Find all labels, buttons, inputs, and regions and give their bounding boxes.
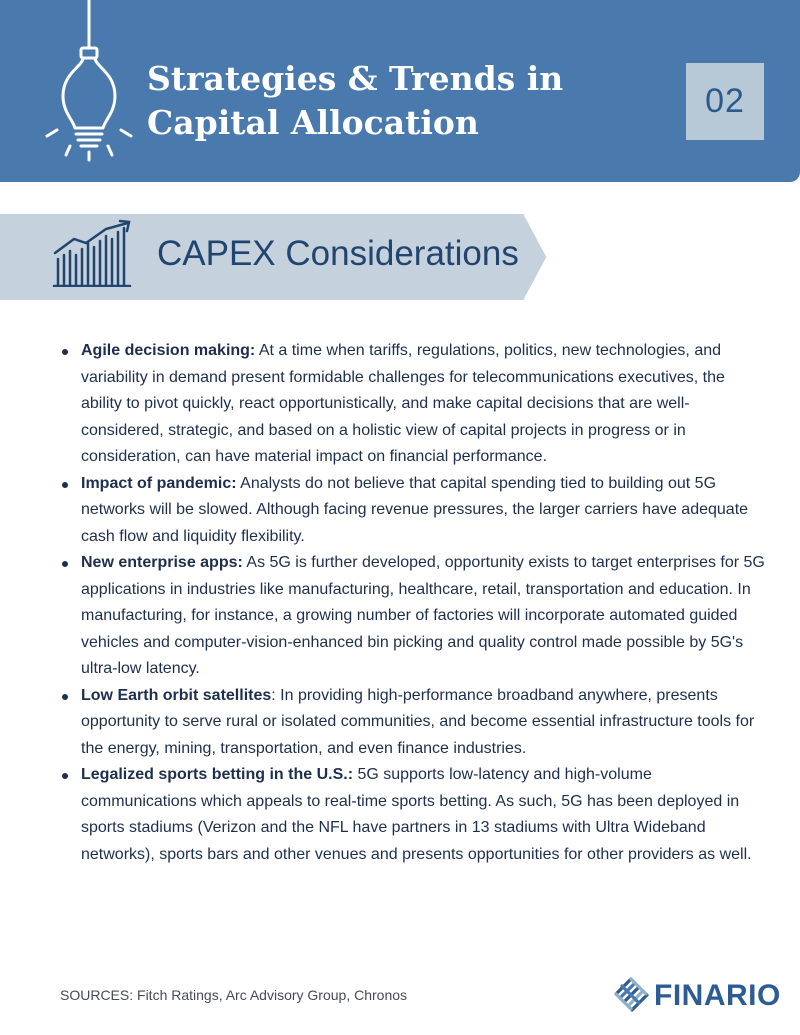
considerations-list	[60, 338, 770, 868]
list-item	[60, 338, 770, 471]
bullet-dot	[62, 482, 68, 488]
bar-chart-icon	[52, 219, 134, 287]
list-item	[60, 762, 770, 868]
list-item	[60, 471, 770, 551]
title-line-1: Strategies & Trends in	[147, 59, 564, 98]
section-title: CAPEX Considerations	[157, 234, 519, 273]
section-banner	[0, 213, 560, 301]
list-item	[60, 550, 770, 683]
item-text: 5G supports low-latency and high-volume communications which appeals to real-time sports betting. As such, 5G has been deployed in sports stadiums (Verizon and the NFL have partners in 13 stadiums with Ultra Wideband networks), sports bars and other venues and presents opportunities for other providers as well.	[81, 766, 752, 863]
item-text: : In providing high-performance broadband anywhere, presents opportunity to serve rural or isolated communities, and become essential infrastructure tools for the energy, mining, transportation, and even finance industries.	[81, 686, 755, 757]
item-label: Impact of pandemic:	[81, 474, 237, 492]
item-label: Legalized sports betting in the U.S.:	[81, 766, 354, 783]
bullet-dot	[62, 561, 68, 567]
item-text: At a time when tariffs, regulations, politics, new technologies, and variability in demand present formidable challenges for telecommunications executives, the ability to pivot quickly, react opportunistically, and make capital decisions that are well-considered, strategic, and based on a holistic view of capital projects in progress or in consideration, can have material impact on financial performance.	[81, 342, 725, 465]
sources-note: SOURCES: Fitch Ratings, Arc Advisory Group, Chronos	[60, 987, 408, 1003]
item-text: Analysts do not believe that capital spending tied to building out 5G networks will be slowed. Although facing revenue pressures, the larger carriers have adequate cash flow and liquidity flexibility.	[81, 474, 749, 545]
header-banner	[0, 0, 800, 182]
list-item	[60, 683, 770, 763]
item-text: As 5G is further developed, opportunity exists to target enterprises for 5G applications in industries like manufacturing, healthcare, retail, transportation and education. In manufacturing, for instance, a growing number of factories will incorporate automated guided vehicles and computer-vision-enhanced bin picking and quality control made possible by 5G's ultra-low latency.	[81, 554, 765, 677]
page-number-badge: 02	[686, 63, 764, 140]
bullet-dot	[62, 694, 68, 700]
item-label: Low Earth orbit satellites	[81, 686, 272, 704]
title-line-2: Capital Allocation	[147, 103, 479, 142]
finario-logo-icon	[612, 975, 650, 1013]
item-label: New enterprise apps:	[81, 554, 243, 571]
logo-wordmark: FINARIO	[654, 979, 781, 1012]
bullet-dot	[62, 349, 68, 355]
bullet-dot	[62, 773, 68, 779]
page-title	[147, 57, 647, 145]
item-label: Agile decision making:	[81, 342, 256, 359]
lightbulb-icon	[44, 0, 134, 165]
